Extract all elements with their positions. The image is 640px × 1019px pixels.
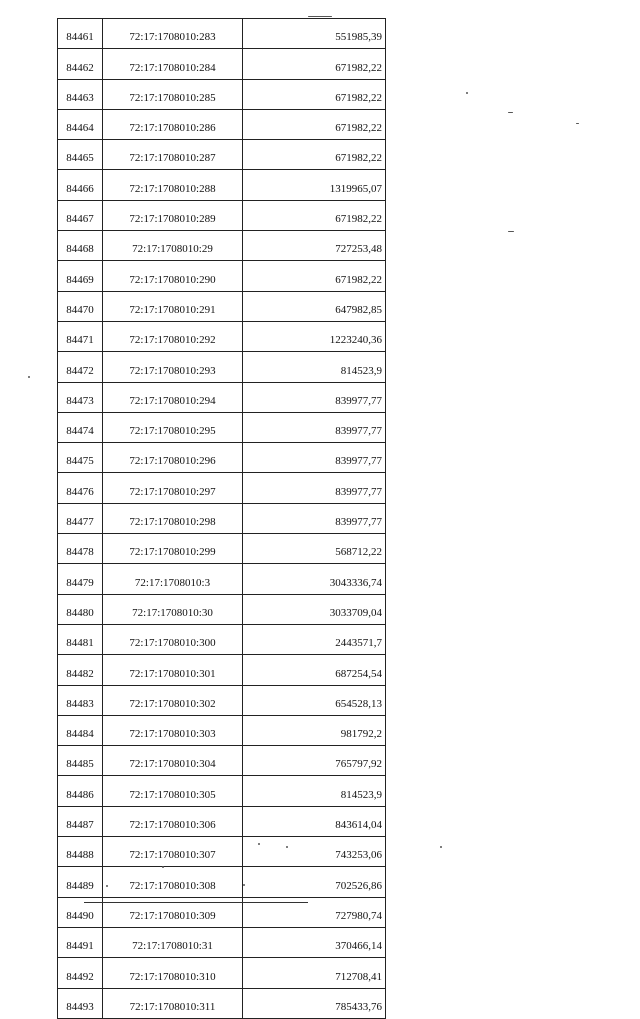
cadastral-value-cell: 687254,54	[243, 655, 386, 685]
cadastral-number-cell: 72:17:1708010:286	[103, 109, 243, 139]
cadastral-number-cell: 72:17:1708010:285	[103, 79, 243, 109]
cadastral-number-cell: 72:17:1708010:293	[103, 352, 243, 382]
row-number-cell: 84461	[58, 19, 103, 49]
table-row	[58, 988, 386, 1018]
cadastral-number-cell: 72:17:1708010:308	[103, 867, 243, 897]
scan-speck	[466, 92, 468, 94]
scan-speck	[162, 866, 164, 868]
scan-speck	[440, 846, 442, 848]
cadastral-number-cell: 72:17:1708010:29	[103, 231, 243, 261]
table-row	[58, 837, 386, 867]
cadastral-number-cell: 72:17:1708010:30	[103, 594, 243, 624]
cadastral-number-cell: 72:17:1708010:302	[103, 685, 243, 715]
row-number-cell: 84472	[58, 352, 103, 382]
cadastral-value-cell: 671982,22	[243, 200, 386, 230]
table-row	[58, 109, 386, 139]
cadastral-number-cell: 72:17:1708010:292	[103, 321, 243, 351]
table-row	[58, 958, 386, 988]
row-number-cell: 84489	[58, 867, 103, 897]
cadastral-number-cell: 72:17:1708010:298	[103, 503, 243, 533]
row-number-cell: 84471	[58, 321, 103, 351]
cadastral-number-cell: 72:17:1708010:306	[103, 806, 243, 836]
cadastral-value-cell: 814523,9	[243, 352, 386, 382]
table-row	[58, 594, 386, 624]
cadastral-number-cell: 72:17:1708010:310	[103, 958, 243, 988]
scan-speck	[508, 112, 513, 113]
cadastral-value-cell: 671982,22	[243, 261, 386, 291]
table-row	[58, 321, 386, 351]
row-number-cell: 84476	[58, 473, 103, 503]
table-row	[58, 655, 386, 685]
cadastral-number-cell: 72:17:1708010:290	[103, 261, 243, 291]
scan-speck	[508, 231, 514, 232]
cadastral-number-cell: 72:17:1708010:288	[103, 170, 243, 200]
cadastral-value-cell: 3043336,74	[243, 564, 386, 594]
cadastral-number-cell: 72:17:1708010:294	[103, 382, 243, 412]
cadastral-number-cell: 72:17:1708010:289	[103, 200, 243, 230]
cadastral-value-cell: 814523,9	[243, 776, 386, 806]
cadastral-value-cell: 839977,77	[243, 443, 386, 473]
row-number-cell: 84465	[58, 140, 103, 170]
row-number-cell: 84464	[58, 109, 103, 139]
row-number-cell: 84474	[58, 412, 103, 442]
row-number-cell: 84492	[58, 958, 103, 988]
table-row	[58, 806, 386, 836]
table-row	[58, 776, 386, 806]
row-number-cell: 84482	[58, 655, 103, 685]
scan-speck	[308, 16, 332, 17]
table-row	[58, 443, 386, 473]
table-body	[58, 19, 386, 1019]
cadastral-number-cell: 72:17:1708010:301	[103, 655, 243, 685]
cadastral-value-cell: 671982,22	[243, 109, 386, 139]
table-row	[58, 261, 386, 291]
cadastral-number-cell: 72:17:1708010:304	[103, 746, 243, 776]
cadastral-value-cell: 981792,2	[243, 715, 386, 745]
cadastral-number-cell: 72:17:1708010:283	[103, 19, 243, 49]
row-number-cell: 84478	[58, 534, 103, 564]
table-row	[58, 140, 386, 170]
table-row	[58, 79, 386, 109]
table-row	[58, 685, 386, 715]
scan-speck	[258, 843, 260, 845]
cadastral-value-cell: 839977,77	[243, 412, 386, 442]
row-number-cell: 84486	[58, 776, 103, 806]
cadastral-value-cell: 765797,92	[243, 746, 386, 776]
row-number-cell: 84491	[58, 927, 103, 957]
row-number-cell: 84468	[58, 231, 103, 261]
row-number-cell: 84463	[58, 79, 103, 109]
cadastral-value-cell: 839977,77	[243, 473, 386, 503]
row-number-cell: 84479	[58, 564, 103, 594]
table-row	[58, 746, 386, 776]
table-row	[58, 49, 386, 79]
cadastral-value-cell: 2443571,7	[243, 624, 386, 654]
cadastral-value-cell: 839977,77	[243, 503, 386, 533]
row-number-cell: 84490	[58, 897, 103, 927]
cadastral-number-cell: 72:17:1708010:307	[103, 837, 243, 867]
cadastral-value-cell: 727980,74	[243, 897, 386, 927]
table-row	[58, 352, 386, 382]
cadastral-number-cell: 72:17:1708010:309	[103, 897, 243, 927]
cadastral-number-cell: 72:17:1708010:311	[103, 988, 243, 1018]
cadastral-value-cell: 671982,22	[243, 140, 386, 170]
cadastral-number-cell: 72:17:1708010:287	[103, 140, 243, 170]
row-number-cell: 84462	[58, 49, 103, 79]
cadastral-value-cell: 743253,06	[243, 837, 386, 867]
cadastral-number-cell: 72:17:1708010:297	[103, 473, 243, 503]
cadastral-value-cell: 671982,22	[243, 79, 386, 109]
table-row	[58, 382, 386, 412]
cadastral-value-cell: 1319965,07	[243, 170, 386, 200]
table-row	[58, 291, 386, 321]
cadastral-value-cell: 551985,39	[243, 19, 386, 49]
table-row	[58, 867, 386, 897]
table-row	[58, 170, 386, 200]
cadastral-number-cell: 72:17:1708010:291	[103, 291, 243, 321]
row-number-cell: 84487	[58, 806, 103, 836]
cadastral-value-cell: 568712,22	[243, 534, 386, 564]
row-number-cell: 84480	[58, 594, 103, 624]
cadastral-value-cell: 712708,41	[243, 958, 386, 988]
table-row	[58, 534, 386, 564]
row-number-cell: 84470	[58, 291, 103, 321]
row-number-cell: 84477	[58, 503, 103, 533]
table-row	[58, 473, 386, 503]
scan-speck	[28, 376, 30, 378]
table-row	[58, 231, 386, 261]
table-row	[58, 19, 386, 49]
cadastral-value-cell: 702526,86	[243, 867, 386, 897]
cadastral-value-cell: 839977,77	[243, 382, 386, 412]
row-number-cell: 84488	[58, 837, 103, 867]
row-number-cell: 84469	[58, 261, 103, 291]
cadastral-value-cell: 370466,14	[243, 927, 386, 957]
cadastral-value-cell: 671982,22	[243, 49, 386, 79]
scan-speck	[286, 846, 288, 848]
cadastral-value-cell: 843614,04	[243, 806, 386, 836]
cadastral-number-cell: 72:17:1708010:300	[103, 624, 243, 654]
table-row	[58, 715, 386, 745]
cadastral-value-cell: 785433,76	[243, 988, 386, 1018]
row-number-cell: 84475	[58, 443, 103, 473]
footnote-separator-line	[84, 902, 308, 903]
row-number-cell: 84466	[58, 170, 103, 200]
cadastral-number-cell: 72:17:1708010:299	[103, 534, 243, 564]
cadastral-number-cell: 72:17:1708010:305	[103, 776, 243, 806]
cadastral-number-cell: 72:17:1708010:31	[103, 927, 243, 957]
cadastral-value-cell: 1223240,36	[243, 321, 386, 351]
cadastral-value-cell: 727253,48	[243, 231, 386, 261]
row-number-cell: 84484	[58, 715, 103, 745]
cadastral-number-cell: 72:17:1708010:296	[103, 443, 243, 473]
table-row	[58, 200, 386, 230]
cadastral-value-table	[57, 18, 386, 1019]
row-number-cell: 84481	[58, 624, 103, 654]
table-row	[58, 624, 386, 654]
row-number-cell: 84473	[58, 382, 103, 412]
table-row	[58, 564, 386, 594]
cadastral-number-cell: 72:17:1708010:3	[103, 564, 243, 594]
row-number-cell: 84467	[58, 200, 103, 230]
scan-speck	[243, 884, 245, 886]
row-number-cell: 84485	[58, 746, 103, 776]
cadastral-number-cell: 72:17:1708010:303	[103, 715, 243, 745]
cadastral-value-cell: 654528,13	[243, 685, 386, 715]
cadastral-number-cell: 72:17:1708010:295	[103, 412, 243, 442]
row-number-cell: 84493	[58, 988, 103, 1018]
table-row	[58, 412, 386, 442]
scan-speck	[106, 885, 108, 887]
cadastral-number-cell: 72:17:1708010:284	[103, 49, 243, 79]
cadastral-value-cell: 3033709,04	[243, 594, 386, 624]
cadastral-value-cell: 647982,85	[243, 291, 386, 321]
row-number-cell: 84483	[58, 685, 103, 715]
table-row	[58, 503, 386, 533]
table-row	[58, 927, 386, 957]
scan-speck	[576, 123, 579, 124]
